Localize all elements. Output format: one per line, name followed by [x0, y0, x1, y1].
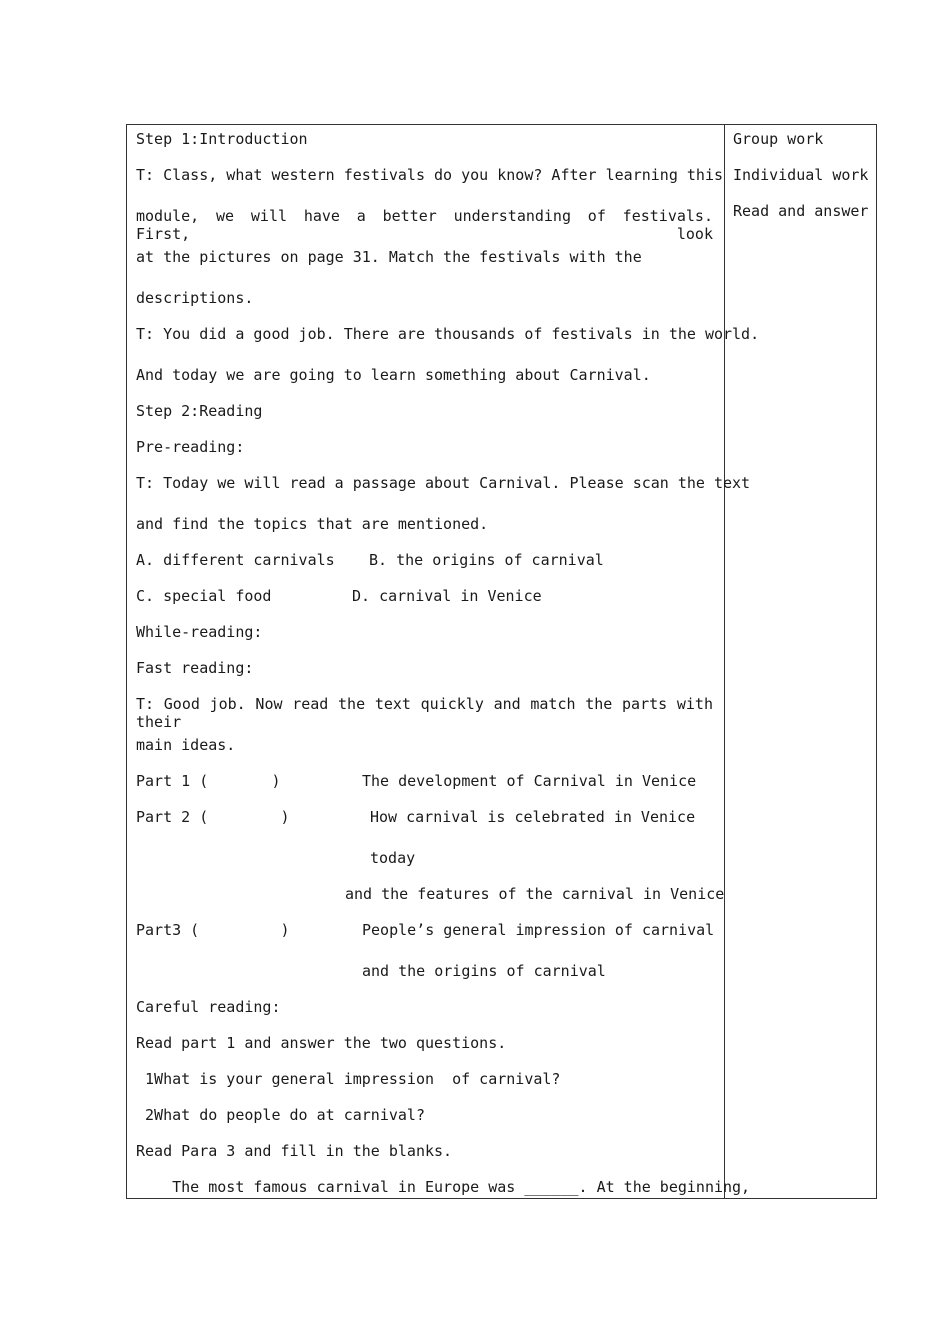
intro-question-line-3: at the pictures on page 31. Match the festivals with the — [136, 248, 642, 266]
question-1: 1What is your general impression of carnival? — [136, 1070, 561, 1088]
careful-reading-line-1: Read part 1 and answer the two questions. — [136, 1034, 507, 1052]
option-b: B. the origins of carnival — [369, 551, 604, 569]
pre-reading-line-1: T: Today we will read a passage about Carnival. Please scan the text — [136, 474, 751, 492]
intro-praise-line-2: And today we are going to learn something about Carnival. — [136, 366, 651, 384]
intro-question-line-4: descriptions. — [136, 289, 254, 307]
para3-fill-blank-text: The most famous carnival in Europe was ______. At the beginning, — [136, 1178, 751, 1196]
intro-praise-line-1: T: You did a good job. There are thousands of festivals in the world. — [136, 325, 760, 343]
option-d: D. carnival in Venice — [352, 587, 542, 605]
intro-question-line-2: module, we will have a better understanding of festivals. First, look — [136, 207, 713, 243]
column-divider — [724, 125, 725, 1198]
option-a: A. different carnivals — [136, 551, 335, 569]
fast-reading-line-1: T: Good job. Now read the text quickly and match the parts with their — [136, 695, 713, 731]
fast-reading-heading: Fast reading: — [136, 659, 254, 677]
option-c: C. special food — [136, 587, 272, 605]
careful-reading-heading: Careful reading: — [136, 998, 281, 1016]
while-reading-heading: While-reading: — [136, 623, 263, 641]
part2-main-idea-line-3: and the features of the carnival in Venice — [345, 885, 725, 903]
question-2: 2What do people do at carnival? — [136, 1106, 425, 1124]
part3-label: Part3 ( ) — [136, 921, 290, 939]
part1-main-idea: The development of Carnival in Venice — [362, 772, 697, 790]
pre-reading-heading: Pre-reading: — [136, 438, 245, 456]
part2-main-idea-line-2: today — [370, 849, 416, 867]
part2-label: Part 2 ( ) — [136, 808, 290, 826]
part3-main-idea-line-2: and the origins of carnival — [362, 962, 606, 980]
activity-group-work: Group work — [733, 130, 824, 148]
lesson-table — [126, 124, 877, 1199]
pre-reading-line-2: and find the topics that are mentioned. — [136, 515, 489, 533]
activity-read-and-answer: Read and answer — [733, 202, 869, 220]
part1-label: Part 1 ( ) — [136, 772, 281, 790]
part2-main-idea-line-1: How carnival is celebrated in Venice — [370, 808, 696, 826]
para3-instruction: Read Para 3 and fill in the blanks. — [136, 1142, 453, 1160]
part3-main-idea-line-1: People’s general impression of carnival — [362, 921, 715, 939]
fast-reading-line-2: main ideas. — [136, 736, 236, 754]
step1-heading: Step 1:Introduction — [136, 130, 308, 148]
intro-question-line-1: T: Class, what western festivals do you know? After learning this — [136, 166, 723, 184]
step2-heading: Step 2:Reading — [136, 402, 263, 420]
activity-individual-work: Individual work — [733, 166, 869, 184]
